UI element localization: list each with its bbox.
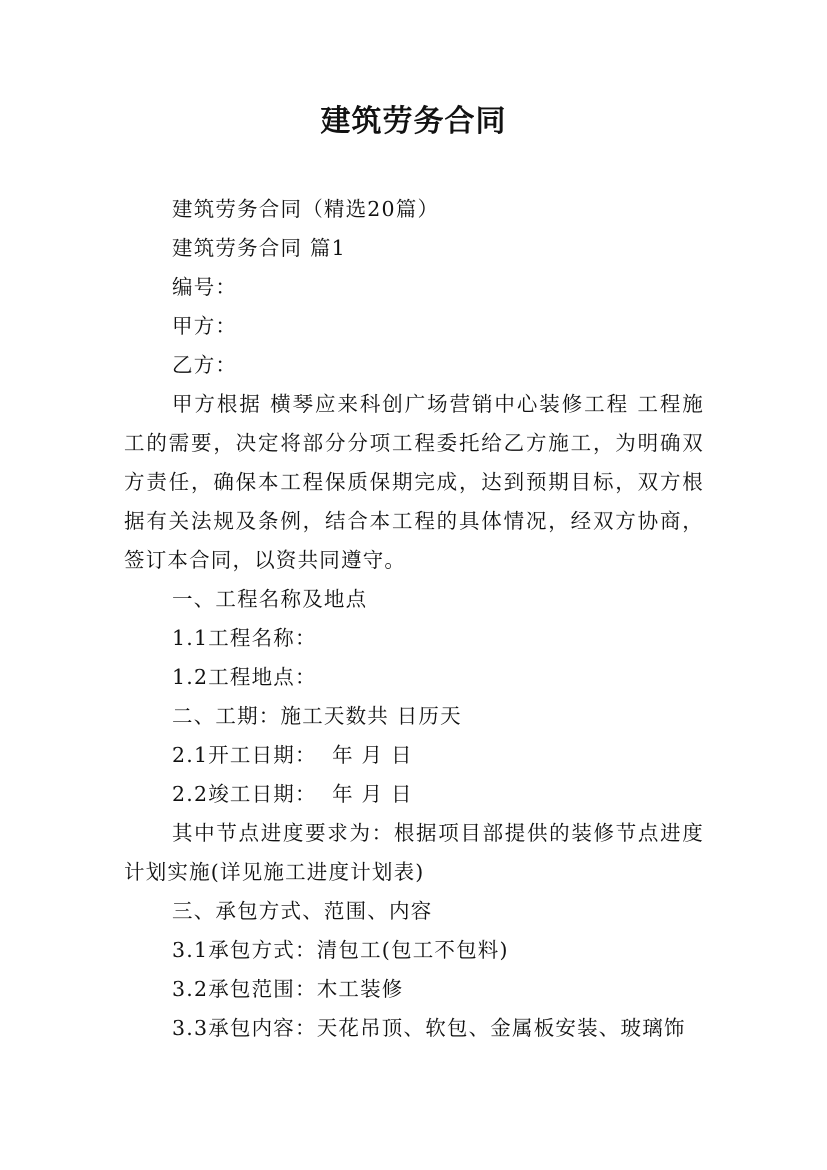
party-a-label: 甲方：: [172, 314, 238, 338]
section-3-heading: 三、承包方式、范围、内容: [172, 899, 433, 923]
section-2-paragraph: 其中节点进度要求为：根据项目部提供的装修节点进度计划实施(详见施工进度计划表): [124, 821, 704, 884]
section-1-heading: 一、工程名称及地点: [172, 587, 368, 611]
section-3-item-3: 3.3承包内容：天花吊顶、软包、金属板安装、玻璃饰: [172, 1016, 686, 1040]
contract-number-label: 编号：: [172, 275, 238, 299]
section-1-item-1: 1.1工程名称：: [172, 626, 317, 650]
party-b-label: 乙方：: [172, 353, 238, 377]
section-3-item-1: 3.1承包方式：清包工(包工不包料): [172, 938, 509, 962]
intro-paragraph: 甲方根据 横琴应来科创广场营销中心装修工程 工程施工的需要，决定将部分分项工程委托给乙方施工，为明确双方责任，确保本工程保质保期完成，达到预期目标，双方根据有关法规及条例，结合本工程的具体情况，经双方协商，签订本合同，以资共同遵守。: [124, 392, 704, 572]
section-2-item-2: 2.2竣工日期： 年 月 日: [172, 782, 413, 806]
document-title: 建筑劳务合同: [320, 104, 507, 139]
subtitle-line: 建筑劳务合同（精选20篇）: [172, 197, 440, 221]
section-3-item-2: 3.2承包范围：木工装修: [172, 977, 404, 1001]
document-body: [124, 190, 704, 1048]
contract-heading-line: 建筑劳务合同 篇1: [172, 236, 346, 260]
section-2-item-1: 2.1开工日期： 年 月 日: [172, 743, 413, 767]
section-2-heading: 二、工期：施工天数共 日历天: [172, 704, 462, 728]
section-1-item-2: 1.2工程地点：: [172, 665, 317, 689]
